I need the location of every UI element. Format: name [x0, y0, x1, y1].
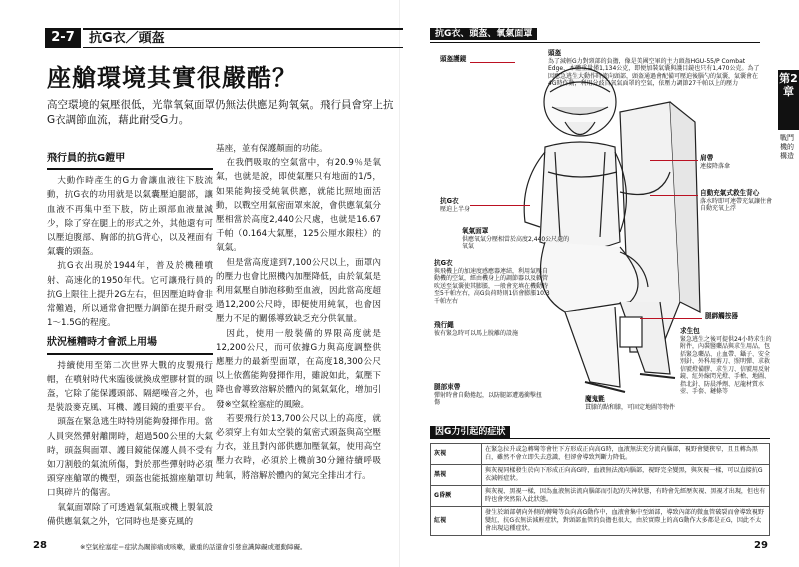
g-symptom-table [430, 443, 770, 536]
leader-line [650, 160, 698, 161]
leader-line [470, 62, 515, 63]
table-row [431, 486, 770, 507]
subheading: 狀況極糟時才會派上用場 [47, 336, 213, 354]
annotation-mask [462, 228, 572, 251]
table-row [431, 465, 770, 486]
leader-line [470, 205, 530, 206]
annotation-mask-title: 氧氣面罩 [462, 227, 489, 235]
table-row-key: 灰視 [431, 444, 482, 465]
paragraph: 在我們吸取的空氣當中，有20.9％是氧氣，也就是說，即使氣壓只有地面的1/5，如果能夠接受純氧供應，就能比照地面活動，以戰空用氣密面罩來說，會供應氧氣分壓相當於高度2,440公尺處，也就是16.67千帕（0.164大氣壓，125公厘水銀柱）的氧氣。 [216, 158, 381, 254]
annotation-leg-restraint-title: 腿部束帶 [434, 383, 461, 391]
page-number-left: 28 [33, 540, 47, 551]
page-number-right: 29 [754, 540, 768, 551]
annotation-leg-restraint [434, 384, 544, 407]
table-row-key: G昏厥 [431, 486, 482, 507]
paragraph: 氧氣面罩除了可透過氧氣瓶或機上製氧設備供應氧氣之外，它同時也是麥克風的 [47, 502, 213, 527]
paragraph: 因此，使用一般裝備的界限高度就是12,200公尺，而可依據G力與高度調整供應壓力的最新型面罩，在高度18,300公尺以上依舊能夠發揮作用，雖說如此，氣壓下降也會導致溶解於體內的氮氣氣化，增加引發※空氣栓塞症的風險。 [216, 328, 381, 410]
lead-paragraph: 高空環境的氣壓很低，光靠氧氣面罩仍無法供應足夠氧氣。飛行員會穿上抗G衣調節血流，藉此耐受G力。 [47, 99, 394, 126]
annotation-gsuit-detail-text: 與飛機上的加速度感應器連結，利用氣壓自動機的空氣，經由機身上的調節器以及軟管吹送至氣囊使其膨脹，一般會充填在機動時至5千帕左右，高G負荷時則1倍會膨脹10.3千帕左右 [434, 267, 550, 305]
table-title [430, 424, 770, 439]
figure-title-text: 抗G衣、頭盔、氧氣面罩 [430, 28, 537, 40]
section-title: 抗G衣／頭盔 [83, 28, 403, 48]
paragraph: 若要飛行於13,700公尺以上的高度，就必須穿上有如太空裝的氣密式頭盔與高空壓力衣，並且對內部供應加壓氧氣，使用高空壓力衣時，必須於上機前30分鐘待續呼吸純氧，將溶解於體內的氮完全排出才行。 [216, 413, 381, 481]
text-column-right [216, 142, 381, 483]
annotation-gsuit-text: 壓迫上半身 [440, 205, 471, 213]
figure-title [430, 28, 760, 43]
annotation-helmet [548, 50, 763, 88]
annotation-helmet-title: 頭盔 [548, 49, 562, 57]
annotation-shoulder-text: 連接降落傘 [700, 162, 731, 170]
leader-line [650, 195, 698, 196]
chapter-subtitle: 戰鬥機的構造 [780, 134, 794, 160]
footnote: ※空氣栓塞症＝症狀為關節痛或咳嗽，嚴重的話還會引發意識障礙或運動障礙。 [80, 543, 307, 551]
leader-line [640, 318, 702, 319]
annotation-pocket-text: 緊急逃生之後可提供24小時求生的附件，內裝醫藥品與求生用品，包括緊急藥品、止血帶、鑷子、安全別針、外科用剪刀、照明彈、求救信號燈備膠、求生刀、信號用反射鏡、紅外線閃光燈、手槍、地圖、指北針、防晨淨劑、尼龍材質水壺、手套、鏈條等 [680, 335, 772, 395]
annotation-velcro-text: 貫膝的點和膝，可固定地圖等物件 [585, 403, 676, 411]
annotation-shoulder-title: 肩帶 [700, 154, 714, 162]
table-row-key: 黑視 [431, 465, 482, 486]
table-row-text: 在緊急拉升或急轉彎等會往下方形成正向高G時，血液無法充分流向腦部，視野會變狹窄，且且轉為黑白，雖然不會立即失去意識，但卻會導致判斷力降低。 [482, 444, 770, 465]
annotation-gsuit-title: 抗G衣 [440, 197, 459, 205]
annotation-flight-rope-text: 彼有緊急時可以馬上脫離的設施 [434, 329, 519, 337]
annotation-helmet-text: 為了減輕G力對頸部的負擔，像是美國空軍的主力頭盔HGU-55/P Combat Edge，本體重量僅1,134公克，即便加裝氣囊與護目鏡也只有1,470公克。為了因應急逃生大動作時流向頭部，頭盔通過會配備可壓迫後腦勺的氣囊，氣囊會在4G時作動，利用分歧自氧氣面罩的空氣，依壓力調節27千帕以上的壓力 [548, 57, 760, 87]
annotation-flight-rope-title: 飛行繩 [434, 321, 454, 329]
page-title: 座艙環境其實很嚴酷？ [47, 64, 297, 92]
table-row-key: 紅視 [431, 507, 482, 536]
annotation-velcro [585, 396, 685, 411]
annotation-shoulder [700, 155, 770, 170]
paragraph: 持續使用至第二次世界大戰的皮製飛行帽，在噴射時代來臨後就換成塑膠材質的頭盔，它除了能保護頭部、隔絕噪音之外，也是裝設麥克風、耳機、護目鏡的重要平台。 [47, 360, 213, 414]
annotation-vest [700, 190, 774, 213]
page-gutter [399, 0, 400, 567]
annotation-vest-title: 自動充氣式救生背心 [700, 189, 760, 197]
section-number: 2-7 [45, 28, 81, 48]
annotation-leg-strap-title: 腿綁觸按器 [705, 312, 738, 320]
paragraph: 基座，並有保護顏面的功能。 [216, 144, 328, 154]
annotation-gsuit-detail [434, 260, 552, 305]
table-title-text: 因G力引起的症狀 [430, 426, 510, 438]
paragraph: 抗G衣出現於1944年，普及於機種噴射、高速化的1950年代。它可讓飛行員的抗G上限往上提升2G左右，但因壓迫時會非常難過，所以通常會把壓力調節在提升耐受1～1.5G的程度。 [47, 261, 213, 329]
annotation-leg-restraint-text: 彈射時會自動捲起，以防腿部遭遇衝擊扭傷 [434, 391, 543, 406]
table-row-text: 與灰視、黑視一樣，因為血液無法流向腦部而引起的失神狀態，有時會先經歷灰視、黑視才出現，但也有時也會突然陷入此狀態。 [482, 486, 770, 507]
annotation-vest-text: 落水時即可連帶充氣讓住會自動充氧上浮 [700, 197, 773, 212]
annotation-velcro-title: 魔鬼氈 [585, 395, 605, 403]
annotation-flight-rope [434, 322, 554, 337]
paragraph: 但是當高度達到7,100公尺以上，面罩內的壓力也會比照機內加壓降低，由於氧氣是利用氣壓自肺泡移動至血液，因此當高度超過12,200公尺時，即便使用純氧，也會因壓力不足的關係導致缺乏充分供氧量。 [216, 257, 381, 325]
annotation-pocket [680, 328, 775, 396]
subheading: 飛行員的抗G鎧甲 [47, 152, 213, 170]
table-row-text: 與灰視同樣發生於向下形成正向高G時，血液無法流向腦部，視野完全變黑，與灰視一樣，可以直接抗G衣減輕症狀。 [482, 465, 770, 486]
annotation-gsuit-detail-title: 抗G衣 [434, 259, 453, 267]
paragraph: 大動作時產生的G力會讓血液往下肢流動，抗G衣的功用就是以氣囊壓迫腿部，讓血液不再集中至下肢，防止頭部血液量減少，除了穿在腿上的形式之外，其他還有可以壓迫腹部、胸部的抗G背心，以及裡面有氣囊的頭盔。 [47, 176, 213, 258]
table-row [431, 507, 770, 536]
annotation-leg-strap [705, 313, 765, 321]
chapter-tab: 第2章 [778, 70, 799, 130]
table-row-text: 發生於頭部朝向外側的轉彎等負向高G動作中，血液會集中至頭部，導致內部的微血管破裂而會導致視野變紅，抗G衣無法減輕症狀，對頭部血管的負擔也很大，由於實際上的高G動作大多都是正G，因此不太會出現這種症狀。 [482, 507, 770, 536]
annotation-mask-text: 供應氧氣分壓相當於高度2,440公尺處的氧氣 [462, 235, 570, 250]
paragraph: 頭盔在緊急逃生時特別能夠發揮作用。當人員突然彈射離開時，超過500公里的大氣時，頭盔與面罩、護目鏡能保護人員不受有如刀割般的氣流所傷，對於那些彈射時必須頭穿座艙罩的機型，頭盔也能抵擋座艙罩切口與碎片的傷害。 [47, 417, 213, 499]
text-column-left [47, 146, 213, 529]
table-row [431, 444, 770, 465]
annotation-visor-title: 頭盔護鏡 [440, 55, 467, 63]
annotation-pocket-title: 求生包 [680, 327, 700, 335]
